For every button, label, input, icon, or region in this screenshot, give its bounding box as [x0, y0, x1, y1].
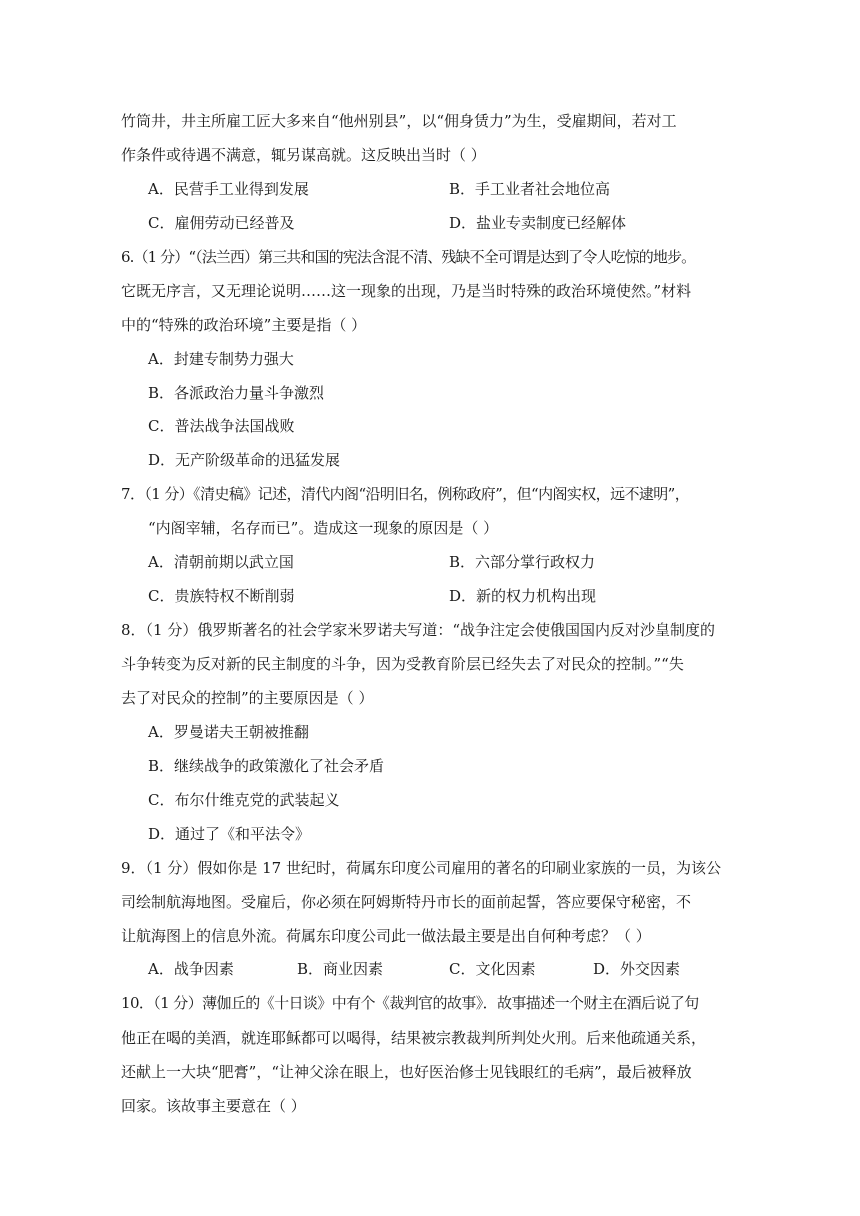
q7-stem-line-2: “内阁宰辅，名存而已”。造成这一现象的原因是（ ） — [148, 519, 499, 537]
q10-stem-line-4: 回家。该故事主要意在（ ） — [121, 1097, 306, 1115]
q10-stem-line-3: 还献上一大块“肥膏”，“让神父涂在眼上，也好医治修士见钱眼红的毛病”，最后被释放 — [121, 1063, 692, 1081]
q5-stem-line-1: 竹筒井，井主所雇工匠大多来自“他州别县”，以“佣身赁力”为生，受雇期间，若对工 — [121, 112, 677, 130]
q7-stem-line-1: 7．（1 分）《清史稿》记述，清代内阁“沿明旧名，例称政府”，但“内阁实权，远不逮明”， — [121, 485, 690, 503]
q9-stem-line-1: 9．（1 分）假如你是 17 世纪时，荷属东印度公司雇用的著名的印刷业家族的一员，为该公 — [121, 859, 721, 877]
q6-option-b[interactable]: B．各派政治力量斗争激烈 — [148, 384, 325, 402]
q8-option-a[interactable]: A．罗曼诺夫王朝被推翻 — [148, 723, 309, 741]
q9-option-d[interactable]: D．外交因素 — [593, 960, 681, 978]
q5-stem-line-2: 作条件或待遇不满意，辄另谋高就。这反映出当时（ ） — [121, 146, 486, 164]
q7-option-a[interactable]: A．清朝前期以武立国 — [148, 553, 294, 571]
q8-option-b[interactable]: B．继续战争的政策激化了社会矛盾 — [148, 757, 385, 775]
q10-stem-line-1: 10．（1 分）薄伽丘的《十日谈》中有个《裁判官的故事》．故事描述一个财主在酒后说了句 — [121, 994, 699, 1012]
q5-option-a[interactable]: A．民营手工业得到发展 — [148, 180, 309, 198]
q8-option-c[interactable]: C．布尔什维克党的武装起义 — [148, 791, 340, 809]
q6-stem-line-3: 中的“特殊的政治环境”主要是指（ ） — [121, 316, 367, 334]
q5-option-c[interactable]: C．雇佣劳动已经普及 — [148, 214, 295, 232]
q6-stem-line-2: 它既无序言，又无理论说明……这一现象的出现，乃是当时特殊的政治环境使然。”材料 — [121, 282, 692, 300]
q7-option-c[interactable]: C．贵族特权不断削弱 — [148, 587, 295, 605]
q8-stem-line-1: 8．（1 分）俄罗斯著名的社会学家米罗诺夫写道：“战争注定会使俄国国内反对沙皇制度的 — [121, 621, 716, 639]
q7-option-d[interactable]: D．新的权力机构出现 — [449, 587, 597, 605]
q9-option-c[interactable]: C．文化因素 — [449, 960, 536, 978]
q8-stem-line-3: 去了对民众的控制”的主要原因是（ ） — [121, 689, 374, 707]
q8-option-d[interactable]: D．通过了《和平法令》 — [148, 825, 311, 843]
q6-option-c[interactable]: C．普法战争法国战败 — [148, 417, 295, 435]
q5-option-b[interactable]: B．手工业者社会地位高 — [449, 180, 611, 198]
q6-option-a[interactable]: A．封建专制势力强大 — [148, 350, 294, 368]
q7-option-b[interactable]: B．六部分掌行政权力 — [449, 553, 596, 571]
q9-stem-line-3: 让航海图上的信息外流。荷属东印度公司此一做法最主要是出自何种考虑？（ ） — [121, 927, 651, 945]
q5-option-d[interactable]: D．盐业专卖制度已经解体 — [449, 214, 627, 232]
q9-option-b[interactable]: B．商业因素 — [297, 960, 384, 978]
q6-stem-line-1: 6.（1 分）“（法兰西）第三共和国的宪法含混不清、残缺不全可谓是达到了令人吃惊的地步。 — [121, 248, 696, 266]
q9-stem-line-2: 司绘制航海地图。受雇后，你必须在阿姆斯特丹市长的面前起誓，答应要保守秘密，不 — [121, 893, 692, 911]
q10-stem-line-2: 他正在喝的美酒，就连耶稣都可以喝得，结果被宗教裁判所判处火刑。后来他疏通关系， — [121, 1029, 707, 1047]
q8-stem-line-2: 斗争转变为反对新的民主制度的斗争，因为受教育阶层已经失去了对民众的控制。”“失 — [121, 655, 684, 673]
q9-option-a[interactable]: A．战争因素 — [148, 960, 234, 978]
q6-option-d[interactable]: D．无产阶级革命的迅猛发展 — [148, 451, 341, 469]
